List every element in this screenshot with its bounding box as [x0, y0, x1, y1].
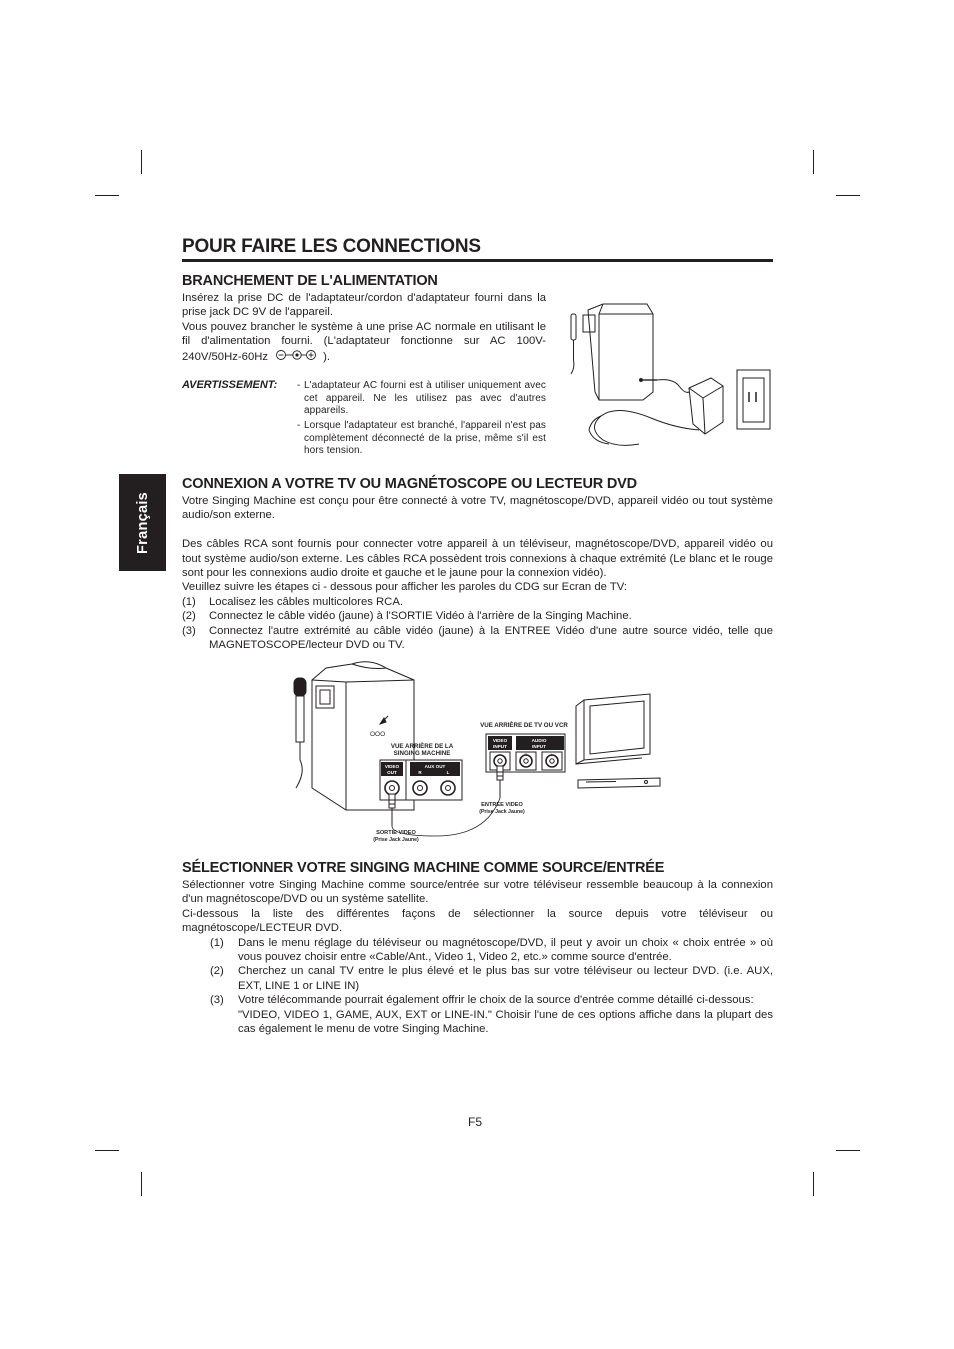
step-number: (2) [210, 965, 224, 978]
step-text: Dans le menu réglage du téléviseur ou magnétoscope/DVD, il peut y avoir un choix « choix entrée » où vous pouvez choisir entre «Cable/Ant., Video 1, Video 2, etc.» comme source d'entrée. [238, 936, 773, 964]
source-section-title: SÉLECTIONNER VOTRE SINGING MACHINE COMME SOURCE/ENTRÉE [182, 860, 665, 876]
warning-item-2 [297, 420, 546, 458]
aux-out-label: AUX OUT [424, 764, 446, 769]
video-input-label: VIDEO [492, 738, 508, 743]
step-number: (2) [182, 610, 196, 623]
list-item [182, 609, 773, 623]
step-text: Cherchez un canal TV entre le plus élevé et le plus bas sur votre téléviseur ou lecteur DVD. (i.e. AUX, EXT, LINE 1 or LINE IN) [238, 965, 773, 992]
source-steps-list [182, 936, 773, 1008]
tv-para-3: Veuillez suivre les étapes ci - dessous pour afficher les paroles du CDG sur Ecran de TV: [182, 581, 627, 594]
step-number: (1) [182, 595, 196, 608]
source-step-3-extra: "VIDEO, VIDEO 1, GAME, AUX, EXT or LINE-IN." Choisir l'une de ces options affiche dans la plupart des cas également le menu de votre Singing Machine. [238, 1008, 773, 1036]
step-number: (1) [210, 936, 224, 949]
diagram-label-ooo: OOO [370, 731, 386, 738]
step-number: (3) [182, 624, 196, 637]
crop-mark [813, 150, 814, 174]
crop-mark [141, 150, 142, 174]
diagram-label-back-machine: VUE ARRIÈRE DE LA [390, 743, 454, 750]
source-para-2: Ci-dessous la liste des différentes façons de sélectionner la source depuis votre téléviseur ou magnétoscope/LECTEUR DVD. [182, 907, 773, 935]
power-para-2 [182, 320, 546, 364]
tv-section-title: CONNEXION A VOTRE TV OU MAGNÉTOSCOPE OU LECTEUR DVD [182, 476, 637, 492]
list-item [182, 993, 773, 1007]
audio-input-label: INPUT [532, 744, 546, 749]
power-section-title: BRANCHEMENT DE L'ALIMENTATION [182, 273, 438, 289]
crop-mark [836, 1150, 860, 1151]
tv-steps-list [182, 595, 773, 653]
warning-item-1 [297, 380, 546, 418]
language-tab-label: Français [134, 491, 151, 554]
warning-bullet: - [297, 420, 301, 431]
list-item [182, 595, 773, 609]
entree-video-label: ENTREE VIDEO [481, 802, 523, 808]
step-text: Connectez l'autre extrémité au câble vidéo (jaune) à la ENTREE Vidéo d'une autre source vidéo, telle que MAGNETOSCOPE/lecteur DVD ou TV. [209, 624, 773, 652]
list-item [182, 624, 773, 653]
video-input-label: INPUT [493, 744, 507, 749]
video-out-label: VIDEO [384, 764, 400, 769]
title-rule [182, 259, 773, 262]
step-text: Connectez le câble vidéo (jaune) à l'SORTIE Vidéo à l'arrière de la Singing Machine. [209, 610, 632, 623]
tv-connection-diagram [286, 660, 666, 852]
tv-l-label: L [550, 752, 554, 757]
sortie-video-label: SORTIE VIDEO [376, 830, 416, 836]
tv-para-2: Des câbles RCA sont fournis pour connecter votre appareil à un téléviseur, magnétoscope/DVD, appareil vidéo ou tout système audio/son externe. Les câbles RCA possèdent trois connexions à chaque extrémité (Le blanc et le rouge sont pour les connexions audio droite et gauche et le jaune pour la connexion vidéo). [182, 538, 773, 580]
list-item [182, 936, 773, 965]
power-section-body [182, 291, 546, 364]
power-para-2-text: Vous pouvez brancher le système à une prise AC normale en utilisant le fil d'alimentation fourni. (L'adaptateur fonctionne sur AC 100V-240V/50Hz-60Hz [182, 320, 546, 363]
tv-r-label: R [524, 752, 528, 757]
entree-video-label: (Prise Jack Jaune) [479, 809, 525, 815]
sortie-video-label: (Prise Jack Jaune) [373, 837, 419, 843]
aux-l-label: L [446, 770, 450, 775]
source-section-body [182, 878, 773, 1036]
diagram-label-back-tv: VUE ARRIÈRE DE TV OU VCR [480, 722, 568, 729]
power-connection-illustration [555, 300, 777, 458]
page-title: POUR FAIRE LES CONNECTIONS [182, 236, 481, 257]
list-item [182, 964, 773, 993]
tv-section-body [182, 494, 773, 652]
step-number: (3) [210, 994, 224, 1007]
step-text: Votre télécommande pourrait également offrir le choix de la source d'entrée comme détaillé ci-dessous: [238, 994, 754, 1007]
warning-text-1: L'adaptateur AC fourni est à utiliser uniquement avec cet appareil. Ne les utilisez pas avec d'autres appareils. [304, 380, 546, 417]
crop-mark [813, 1172, 814, 1196]
polarity-icon [275, 349, 321, 361]
crop-mark [836, 195, 860, 196]
source-para-1: Sélectionner votre Singing Machine comme source/entrée sur votre téléviseur ressemble beaucoup à la connexion d'un magnétoscope/DVD ou un système satellite. [182, 879, 773, 906]
aux-r-label: R [418, 770, 422, 775]
power-para-1: Insérez la prise DC de l'adaptateur/cordon d'adaptateur fourni dans la prise jack DC 9V de l'appareil. [182, 292, 546, 319]
warning-text-2: Lorsque l'adaptateur est branché, l'appareil n'est pas complètement déconnecté de la prise, même s'il est hors tension. [304, 420, 546, 457]
audio-input-label: AUDIO [531, 738, 547, 743]
warning-bullet: - [297, 380, 301, 391]
tv-para-1: Votre Singing Machine est conçu pour être connecté à votre TV, magnétoscope/DVD, appareil vidéo ou tout système audio/son externe. [182, 495, 773, 522]
warning-label: AVERTISSEMENT: [182, 379, 278, 391]
language-tab [119, 474, 166, 571]
step-text: Localisez les câbles multicolores RCA. [209, 595, 404, 608]
video-out-label: OUT [387, 770, 397, 775]
diagram-label-back-machine: SINGING MACHINE [393, 750, 451, 757]
page-number: F5 [468, 1115, 483, 1129]
crop-mark [141, 1172, 142, 1196]
crop-mark [95, 1150, 119, 1151]
crop-mark [95, 195, 119, 196]
power-para-2-end: ). [323, 350, 331, 363]
